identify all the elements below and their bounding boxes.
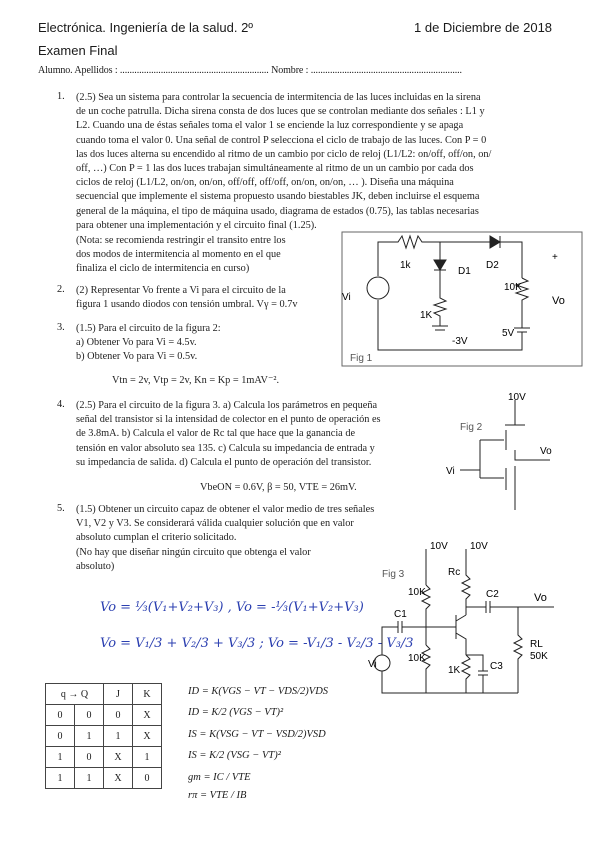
q2-text: (2) Representar Vo frente a Vi para el circuito de la figura 1 usando diodos con tensión umbral. Vγ = 0.7v — [76, 285, 298, 311]
equation-rpi: rπ = VTE / IB — [188, 790, 247, 801]
fig3-r2-label: 10K — [408, 653, 426, 664]
equation-is-sat: IS = K/2 (VSG − VT)² — [188, 750, 281, 761]
q4-text: (2.5) Para el circuito de la figura 3. a) Calcula los parámetros en pequeña señal del transistor si la intensidad de colector en el punto de operación es de 3.8mA. b) Calcula el valor de Rc tal que hace que la ganancia de tensión en valor absoluto sea 135. c) Calcula su impedancia de entrada y su impedancia de salida. d) Calcula el punto de operación del transistor. — [76, 400, 381, 468]
fig1-d1-label: D1 — [458, 266, 471, 277]
table-row: 1 0 X 1 — [46, 747, 162, 768]
fig1-d2-label: D2 — [486, 260, 499, 271]
fig3-c2-label: C2 — [486, 589, 499, 600]
fig3-rl-label: RL — [530, 639, 543, 650]
table-row: 1 1 X 0 — [46, 768, 162, 789]
fig1-r3-label: 10K — [504, 282, 522, 293]
exam-date: 1 de Diciembre de 2018 — [414, 20, 553, 35]
fig1-r2-label: 1K — [420, 310, 433, 321]
fig3-rc-label: Rc — [448, 567, 461, 578]
q4-number: 4. — [57, 399, 65, 410]
fig3-vcc1-label: 10V — [430, 541, 448, 552]
fig2-vi-label: Vi — [446, 466, 455, 477]
equation-is-triode: IS = K(VSG − VT − VSD/2)VSD — [188, 729, 326, 740]
exam-title: Examen Final — [38, 43, 118, 58]
fig1-vo-label: Vo — [552, 295, 565, 307]
equation-gm: gm = IC / VTE — [188, 772, 251, 783]
q2-number: 2. — [57, 284, 65, 295]
q3-params: Vtn = 2v, Vtp = 2v, Kn = Kp = 1mAV⁻². — [112, 375, 280, 386]
fig1-label: Fig 1 — [350, 353, 373, 364]
fig1-vi-label: Vi — [342, 292, 351, 303]
fig1-r1-label: 1k — [400, 260, 411, 271]
equation-id-sat: ID = K/2 (VGS − VT)² — [188, 707, 284, 718]
q5-text: (1.5) Obtener un circuito capaz de obtener el valor medio de tres señales V1, V2 y V3. Se considerará válida cualquier solución que en valor absoluto cumplan el criterio solicitado. (No hay que diseñar ningún circuito que obtenga el valor absoluto) — [76, 504, 375, 572]
fig3-re-label: 1K — [448, 665, 461, 676]
fig3-label: Fig 3 — [382, 569, 405, 580]
handwritten-answer-line1: Vo = ⅓(V₁+V₂+V₃) , Vo = -⅓(V₁+V₂+V₃) — [100, 600, 364, 615]
q5-number: 5. — [57, 503, 65, 514]
equation-id-triode: ID = K(VGS − VT − VDS/2)VDS — [188, 686, 329, 697]
q3-text: (1.5) Para el circuito de la figura 2: a) Obtener Vo para Vi = 4.5v. b) Obtener Vo para Vi = 0.5v. — [76, 323, 221, 363]
figure-1-diode-circuit — [340, 228, 585, 373]
student-line: Alumno. Apellidos : .............................................................. Nombre : ............................................................... — [38, 65, 462, 76]
fig3-vi-label: Vi — [368, 659, 377, 670]
fig3-vcc2-label: 10V — [470, 541, 488, 552]
fig2-label: Fig 2 — [460, 422, 483, 433]
q3-number: 3. — [57, 322, 65, 333]
fig3-rl-value: 50K — [530, 651, 548, 662]
q4-params: VbeON = 0.6V, β = 50, VTE = 26mV. — [200, 482, 357, 493]
handwritten-answer-line2: Vo = V₁/3 + V₂/3 + V₃/3 ; Vo = -V₁/3 - V₂/3 - V₃/3 — [100, 636, 414, 651]
table-row: 0 1 1 X — [46, 726, 162, 747]
q1-number: 1. — [57, 91, 65, 102]
jk-excitation-table — [45, 683, 162, 789]
table-header: J — [104, 684, 133, 705]
figure-2-cmos-circuit — [440, 390, 590, 520]
fig3-vo-label: Vo — [534, 592, 547, 604]
table-row: 0 0 0 X — [46, 705, 162, 726]
course-title: Electrónica. Ingeniería de la salud. 2º — [38, 20, 254, 35]
fig3-c3-label: C3 — [490, 661, 503, 672]
fig2-vo-label: Vo — [540, 446, 552, 457]
q1-note: (Nota: se recomienda restringir el transito entre los dos modos de intermitencia al momento en el que finaliza el ciclo de intermitencia en curso) — [76, 235, 286, 275]
fig3-c1-label: C1 — [394, 609, 407, 620]
q1-text: (2.5) Sea un sistema para controlar la secuencia de intermitencia de las luces incluidas en la sirena de un coche patrulla. Dicha sirena consta de dos luces que se controlan mediante dos señales : L1 y L2. Cuando una de éstas señales toma el valor 1 se enciende la luz correspondiente y se apaga cuando toma el valor 0. Una señal de control P selecciona el ciclo de trabajo de las luces. Con P = 0 las dos luces alterna su encendido al ritmo de un cambio por ciclo de reloj (L1/L2: on/off, off/on, on/ off, …) Con P = 1 las dos luces trabajan simultáneamente al ritmo de un un cambio por cada dos ciclos de reloj (L1/L2, on/on, on/on, off/off, off/off, on/on, on/on, … ). Diseña una máquina secuencial que implemente el sistema propuesto usando biestables JK, deben incluirse el esquema general de la máquina, el tipo de máquina usado, diagrama de estados (0.75), las tablas necesarias para obtener una implementación y el circuito final (1.25). — [76, 92, 492, 231]
figure-3-bjt-amplifier — [368, 535, 596, 703]
fig1-v2-label: 5V — [502, 328, 515, 339]
fig3-r1-label: 10K — [408, 587, 426, 598]
table-header: K — [133, 684, 162, 705]
fig1-plus-label: + — [552, 252, 558, 263]
fig2-vdd-label: 10V — [508, 392, 526, 403]
table-row — [46, 684, 162, 705]
fig1-v1-label: -3V — [452, 336, 468, 347]
table-header: q → Q — [46, 684, 104, 705]
